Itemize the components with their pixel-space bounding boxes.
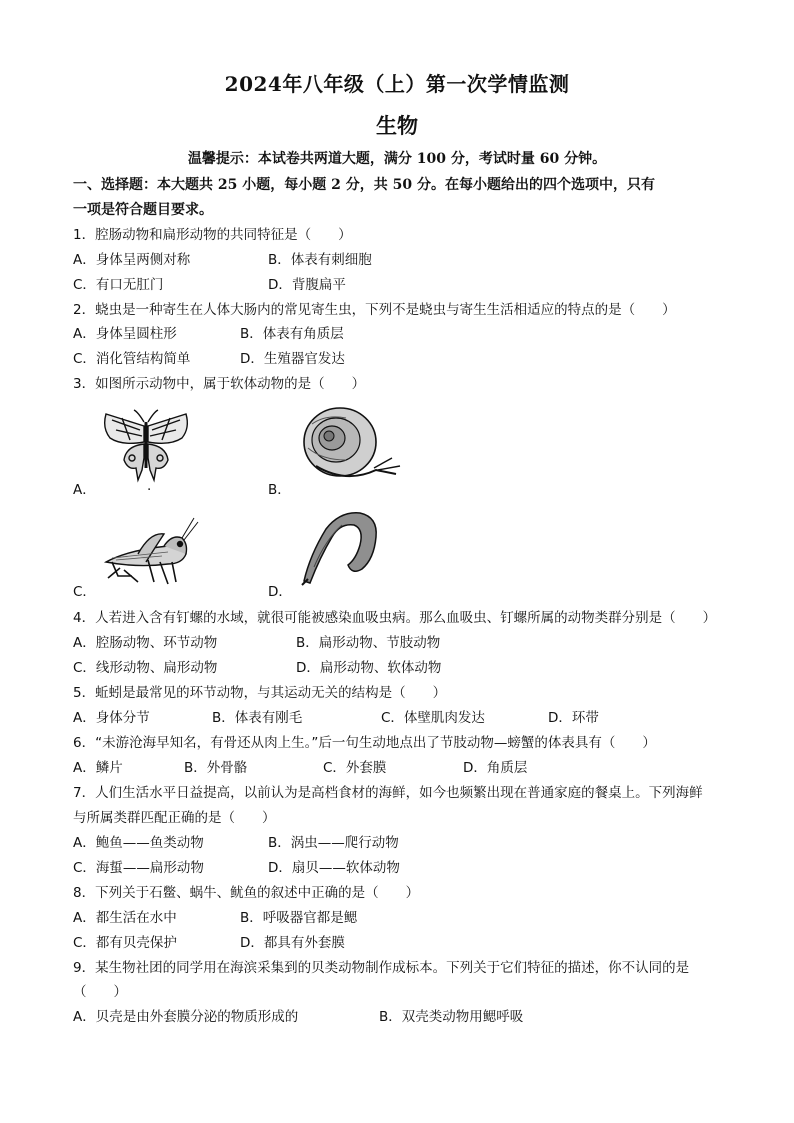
page-title: 2024年八年级（上）第一次学情监测: [224, 72, 570, 96]
question-1-option-a[interactable]: A．身体呈两侧对称: [73, 252, 191, 268]
section-heading-line2: 一项是符合题目要求。: [73, 202, 213, 218]
question-2-option-c[interactable]: C．消化管结构简单: [73, 351, 191, 367]
question-5-option-a[interactable]: A．身体分节: [73, 710, 150, 726]
question-5-option-c[interactable]: C．体壁肌肉发达: [381, 710, 485, 726]
question-4-option-a[interactable]: A．腔肠动物、环节动物: [73, 635, 218, 651]
question-2-option-b[interactable]: B．体表有角质层: [240, 326, 344, 342]
question-4-option-d[interactable]: D．扁形动物、软体动物: [296, 660, 442, 676]
question-4-option-b[interactable]: B．扁形动物、节肢动物: [296, 635, 441, 651]
question-9-option-b[interactable]: B．双壳类动物用鳃呼吸: [379, 1009, 524, 1025]
question-8-option-b[interactable]: B．呼吸器官都是鳃: [240, 910, 358, 926]
exam-tip: 温馨提示：本试卷共两道大题，满分 100 分，考试时量 60 分钟。: [187, 151, 607, 167]
snail-icon: [296, 404, 406, 486]
question-8-option-c[interactable]: C．都有贝壳保护: [73, 935, 177, 951]
question-6-option-b[interactable]: B．外骨骼: [184, 760, 248, 776]
question-1-option-b[interactable]: B．体表有刺细胞: [268, 252, 372, 268]
question-7-option-d[interactable]: D．扇贝——软体动物: [268, 860, 400, 876]
question-3-option-c[interactable]: C．: [73, 584, 96, 600]
question-4-stem: 4．人若进入含有钉螺的水域，就很可能被感染血吸虫病。那么血吸虫、钉螺所属的动物类群分别是（ ）: [73, 610, 717, 626]
grasshopper-icon: [98, 512, 200, 588]
question-6-option-d[interactable]: D．角质层: [463, 760, 528, 776]
subject-title: 生物: [376, 113, 418, 138]
question-3-option-a-dot: .: [147, 478, 152, 494]
question-8-option-d[interactable]: D．都具有外套膜: [240, 935, 345, 951]
question-8-option-a[interactable]: A．都生活在水中: [73, 910, 177, 926]
question-3-option-b[interactable]: B．: [268, 482, 291, 498]
worm-icon: [296, 505, 388, 591]
section-heading-line1: 一、选择题：本大题共 25 小题，每小题 2 分，共 50 分。在每小题给出的四个选项中，只有: [73, 177, 655, 193]
question-3-option-d[interactable]: D．: [268, 584, 292, 600]
question-7-option-a[interactable]: A．鲍鱼——鱼类动物: [73, 835, 204, 851]
question-7-stem-line2: 与所属类群匹配正确的是（ ）: [73, 810, 276, 826]
question-5-stem: 5．蚯蚓是最常见的环节动物，与其运动无关的结构是（ ）: [73, 685, 447, 701]
question-2-stem: 2．蛲虫是一种寄生在人体大肠内的常见寄生虫，下列不是蛲虫与寄生生活相适应的特点的是（ ）: [73, 302, 676, 318]
question-5-option-d[interactable]: D．环带: [548, 710, 599, 726]
question-6-option-c[interactable]: C．外套膜: [323, 760, 387, 776]
question-1-option-d[interactable]: D．背腹扁平: [268, 277, 346, 293]
question-4-option-c[interactable]: C．线形动物、扁形动物: [73, 660, 218, 676]
question-1-option-c[interactable]: C．有口无肛门: [73, 277, 164, 293]
question-7-stem-line1: 7．人们生活水平日益提高，以前认为是高档食材的海鲜，如今也频繁出现在普通家庭的餐桌上。下列海鲜: [73, 785, 703, 801]
question-6-option-a[interactable]: A．鳞片: [73, 760, 123, 776]
question-7-option-b[interactable]: B．涡虫——爬行动物: [268, 835, 399, 851]
question-3-stem: 3．如图所示动物中，属于软体动物的是（ ）: [73, 376, 366, 392]
question-3-option-a[interactable]: A．: [73, 482, 96, 498]
question-1-stem: 1．腔肠动物和扁形动物的共同特征是（ ）: [73, 227, 352, 243]
question-9-stem-line2: （ ）: [73, 984, 127, 1000]
question-2-option-a[interactable]: A．身体呈圆柱形: [73, 326, 177, 342]
butterfly-icon: [100, 408, 192, 486]
question-9-option-a[interactable]: A．贝壳是由外套膜分泌的物质形成的: [73, 1009, 299, 1025]
question-2-option-d[interactable]: D．生殖器官发达: [240, 351, 345, 367]
question-6-stem: 6．“未游沧海早知名，有骨还从肉上生。”后一句生动地点出了节肢动物—螃蟹的体表具有（ ）: [73, 735, 656, 751]
question-8-stem: 8．下列关于石鳖、蜗牛、鱿鱼的叙述中正确的是（ ）: [73, 885, 420, 901]
question-5-option-b[interactable]: B．体表有刚毛: [212, 710, 303, 726]
question-9-stem-line1: 9．某生物社团的同学用在海滨采集到的贝类动物制作成标本。下列关于它们特征的描述，你不认同的是: [73, 960, 690, 976]
question-7-option-c[interactable]: C．海蜇——扁形动物: [73, 860, 204, 876]
